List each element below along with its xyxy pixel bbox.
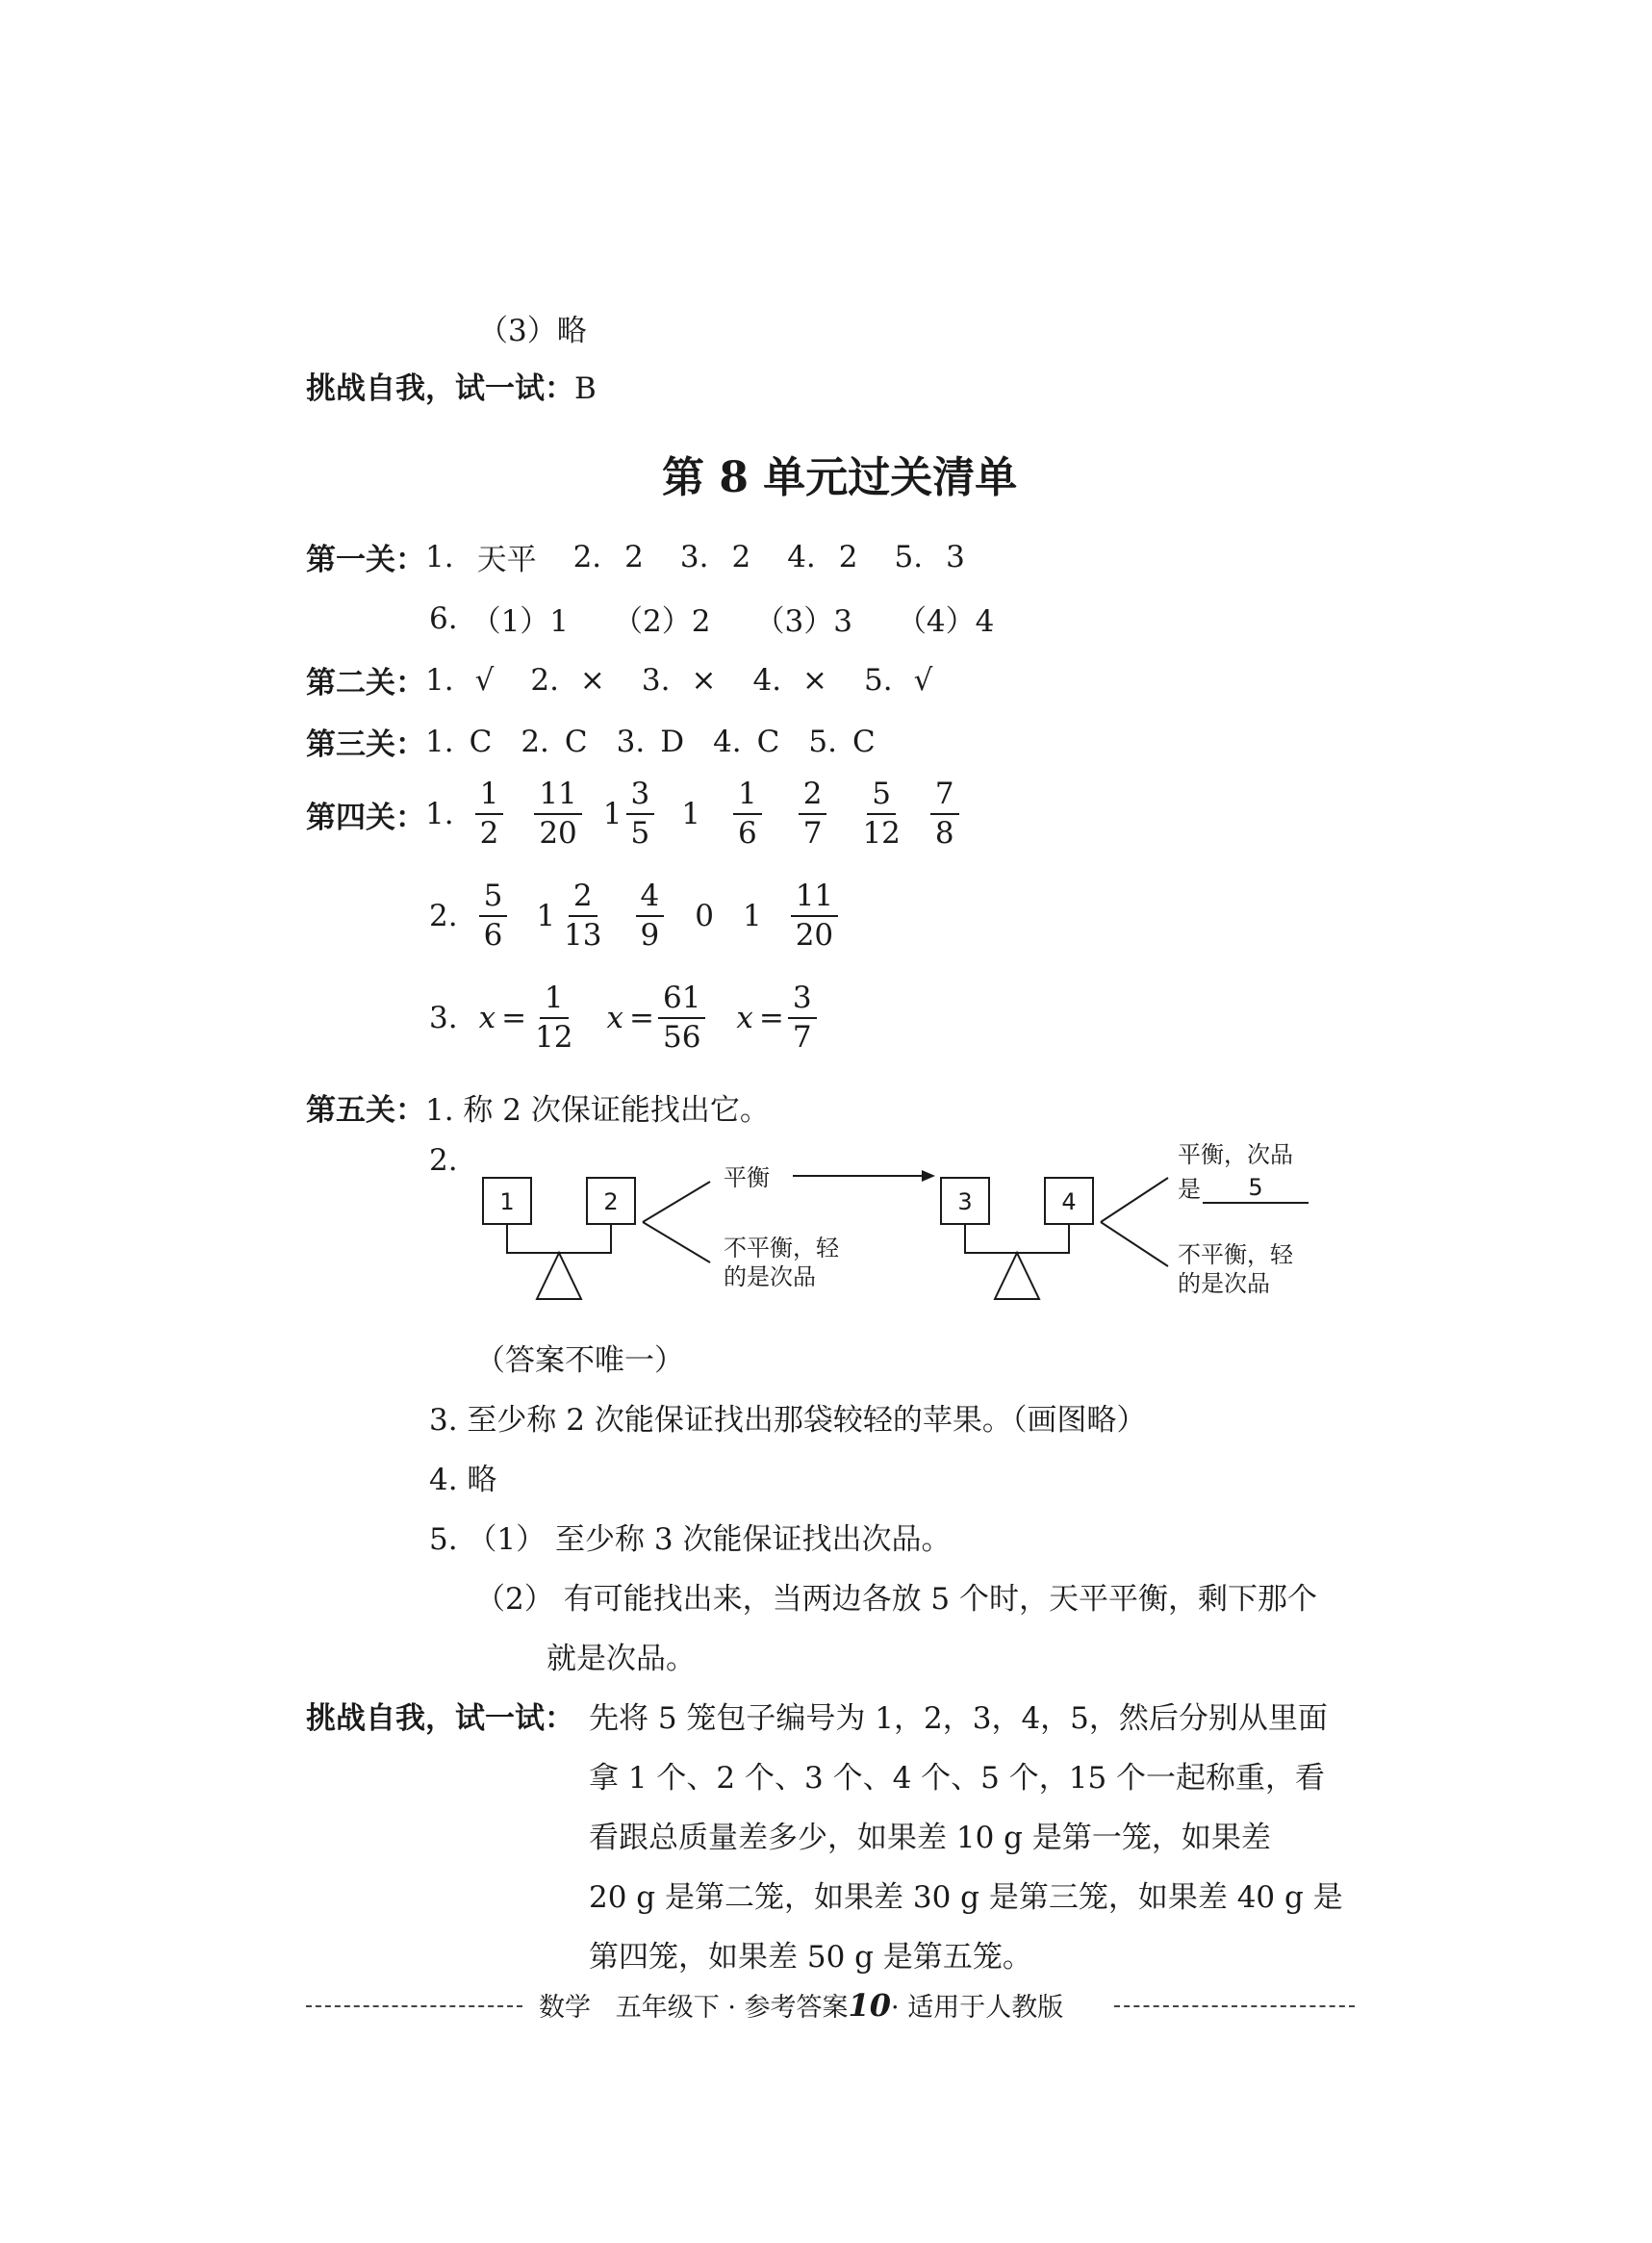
variable-x: x — [606, 1001, 623, 1035]
l5-q2-num: 2. — [429, 1143, 458, 1178]
l2-a2: × — [579, 662, 605, 698]
fraction: $\frac{1}{6}$ — [733, 779, 762, 849]
l1-a2: 2 — [624, 539, 644, 574]
fraction: $\frac{5}{6}$ — [479, 881, 508, 951]
l1-n1: 1. — [425, 539, 454, 574]
l1-a3: 2 — [731, 539, 751, 574]
unbalance-2-line2: 的是次品 — [1178, 1270, 1270, 1297]
l4-q2-num: 2. — [429, 899, 458, 933]
balance-2-value: 5 — [1248, 1174, 1263, 1201]
l5-q5-1: 5. （1） 至少称 3 次能保证找出次品。 — [429, 1522, 952, 1557]
l3-a5: C — [851, 724, 876, 759]
fraction: $\frac{1}{2}$ — [475, 779, 504, 849]
branch-line — [1101, 1222, 1168, 1266]
l1-a1: 天平 — [476, 543, 537, 577]
level3-line — [306, 720, 876, 763]
variable-x: x — [736, 1001, 753, 1035]
l1-6-1: （1）1 — [470, 604, 570, 639]
left-fulcrum — [537, 1253, 581, 1299]
balance-diagram — [462, 1135, 1376, 1328]
l2-a5: √ — [913, 662, 933, 698]
fraction: $\frac{11}{20}$ — [534, 779, 581, 849]
level1-line2 — [429, 597, 994, 640]
l2-n1: 1. — [425, 662, 454, 698]
l5-q3: 3. 至少称 2 次能保证找出那袋较轻的苹果。（画图略） — [429, 1403, 1147, 1438]
l3-a3: D — [660, 724, 685, 759]
fraction: $\frac{2}{7}$ — [799, 779, 827, 849]
challenge-label: 挑战自我，试一试： — [306, 1701, 574, 1736]
l2-n5: 5. — [864, 662, 893, 698]
whole-number: 1 — [742, 899, 762, 933]
balance-label-1: 平衡 — [724, 1164, 770, 1191]
whole-number: 0 — [695, 899, 714, 933]
l1-n6: 6. — [429, 600, 458, 636]
top-challenge — [306, 364, 597, 407]
challenge-line-2: 拿 1 个、2 个、3 个、4 个、5 个，15 个一起称重，看 — [589, 1761, 1326, 1796]
footer-page-number: 10 — [848, 1987, 892, 2024]
level3-label: 第三关： — [306, 727, 425, 762]
l3-n3: 3. — [616, 724, 646, 759]
footer-edition: · 适用于人教版 — [891, 1993, 1064, 2023]
left-scale-beam — [507, 1224, 611, 1253]
l1-a5: 3 — [946, 539, 965, 574]
l2-n2: 2. — [530, 662, 559, 698]
level4-q2 — [429, 881, 842, 951]
whole-number: 1 — [681, 797, 700, 831]
right-fulcrum — [995, 1253, 1039, 1299]
l1-6-2: （2）2 — [613, 604, 711, 639]
footer-dash-left — [306, 2005, 522, 2007]
l5-q1-text: 1. 称 2 次保证能找出它。 — [425, 1093, 770, 1128]
equals-sign: = — [501, 1001, 527, 1035]
challenge-line-1: 先将 5 笼包子编号为 1，2，3，4，5，然后分别从里面 — [589, 1701, 1328, 1736]
page-title: 第 8 单元过关清单 — [662, 453, 1018, 502]
l3-n1: 1. — [425, 724, 454, 759]
branch-line — [643, 1182, 710, 1222]
footer-grade: 五年级下 · 参考答案 — [615, 1993, 849, 2023]
footer-text — [539, 1986, 1063, 2024]
l1-n5: 5. — [894, 539, 924, 574]
l2-n4: 4. — [752, 662, 782, 698]
branch-line — [643, 1222, 710, 1262]
level1-label: 第一关： — [306, 543, 425, 577]
l1-n3: 3. — [679, 539, 709, 574]
challenge-answer: B — [574, 371, 597, 406]
box-2-label: 2 — [603, 1188, 619, 1215]
unbalance-1-line1: 不平衡，轻 — [724, 1235, 839, 1262]
l4-q3-num: 3. — [429, 1001, 458, 1035]
l2-a3: × — [691, 662, 717, 698]
item-3-answer: （3）略 — [478, 314, 587, 348]
challenge-line-4: 20 g 是第二笼，如果差 30 g 是第三笼，如果差 40 g 是 — [589, 1880, 1343, 1915]
box-3-label: 3 — [957, 1188, 973, 1215]
mixed-number: 1 $\frac{2}{13}$ — [536, 879, 602, 953]
right-scale-beam — [965, 1224, 1069, 1253]
level2-line — [306, 658, 932, 701]
level1-line1 — [306, 535, 965, 578]
level4-q3 — [429, 983, 821, 1053]
fraction: $\frac{4}{9}$ — [636, 881, 665, 951]
l3-n4: 4. — [713, 724, 742, 759]
l3-a1: C — [469, 724, 493, 759]
fraction: $\frac{7}{8}$ — [930, 779, 959, 849]
l1-n4: 4. — [787, 539, 816, 574]
fraction: $\frac{5}{12}$ — [862, 777, 901, 851]
l3-a2: C — [564, 724, 588, 759]
unbalance-1-line2: 的是次品 — [724, 1263, 816, 1290]
l2-a1: √ — [474, 662, 495, 698]
l2-a4: × — [802, 662, 828, 698]
mixed-number: 1 $\frac{3}{5}$ — [603, 779, 658, 849]
fraction: $\frac{61}{56}$ — [658, 983, 705, 1053]
branch-line — [1101, 1178, 1168, 1222]
box-4-label: 4 — [1061, 1188, 1077, 1215]
equals-sign: = — [758, 1001, 784, 1035]
unbalance-2-line1: 不平衡，轻 — [1178, 1241, 1293, 1268]
variable-x: x — [478, 1001, 496, 1035]
l5-q5-2-line1: （2） 有可能找出来，当两边各放 5 个时，天平平衡，剩下那个 — [475, 1582, 1318, 1617]
l4-q1-num: 1. — [425, 797, 454, 831]
answer-note: （答案不唯一） — [475, 1343, 684, 1378]
l1-6-4: （4）4 — [896, 604, 995, 639]
level4-q1 — [306, 779, 963, 849]
challenge-line-5: 第四笼，如果差 50 g 是第五笼。 — [589, 1940, 1032, 1975]
level4-label: 第四关： — [306, 800, 425, 835]
l2-n3: 3. — [641, 662, 671, 698]
l1-n2: 2. — [572, 539, 602, 574]
box-1-label: 1 — [499, 1188, 515, 1215]
equals-sign: = — [628, 1001, 654, 1035]
l3-n5: 5. — [808, 724, 837, 759]
fraction: $\frac{3}{7}$ — [788, 983, 817, 1053]
level5-label: 第五关： — [306, 1093, 425, 1128]
balance-2-line2: 是 — [1178, 1176, 1201, 1203]
l5-q4: 4. 略 — [429, 1463, 497, 1497]
l3-a4: C — [756, 724, 780, 759]
l1-a4: 2 — [838, 539, 858, 574]
balance-2-line1: 平衡，次品 — [1178, 1141, 1293, 1168]
challenge-line-3: 看跟总质量差多少，如果差 10 g 是第一笼，如果差 — [589, 1821, 1271, 1855]
arrow-head — [922, 1170, 935, 1182]
l5-q5-2-line2: 就是次品。 — [546, 1642, 696, 1676]
challenge-label: 挑战自我，试一试： — [306, 371, 574, 406]
fraction: $\frac{11}{20}$ — [791, 881, 838, 951]
footer-subject: 数学 — [539, 1993, 591, 2023]
level5-q1 — [306, 1085, 770, 1129]
level2-label: 第二关： — [306, 666, 425, 701]
l3-n2: 2. — [521, 724, 549, 759]
fraction: $\frac{1}{12}$ — [535, 981, 573, 1055]
l1-6-3: （3）3 — [754, 604, 852, 639]
footer-dash-right — [1114, 2005, 1355, 2007]
